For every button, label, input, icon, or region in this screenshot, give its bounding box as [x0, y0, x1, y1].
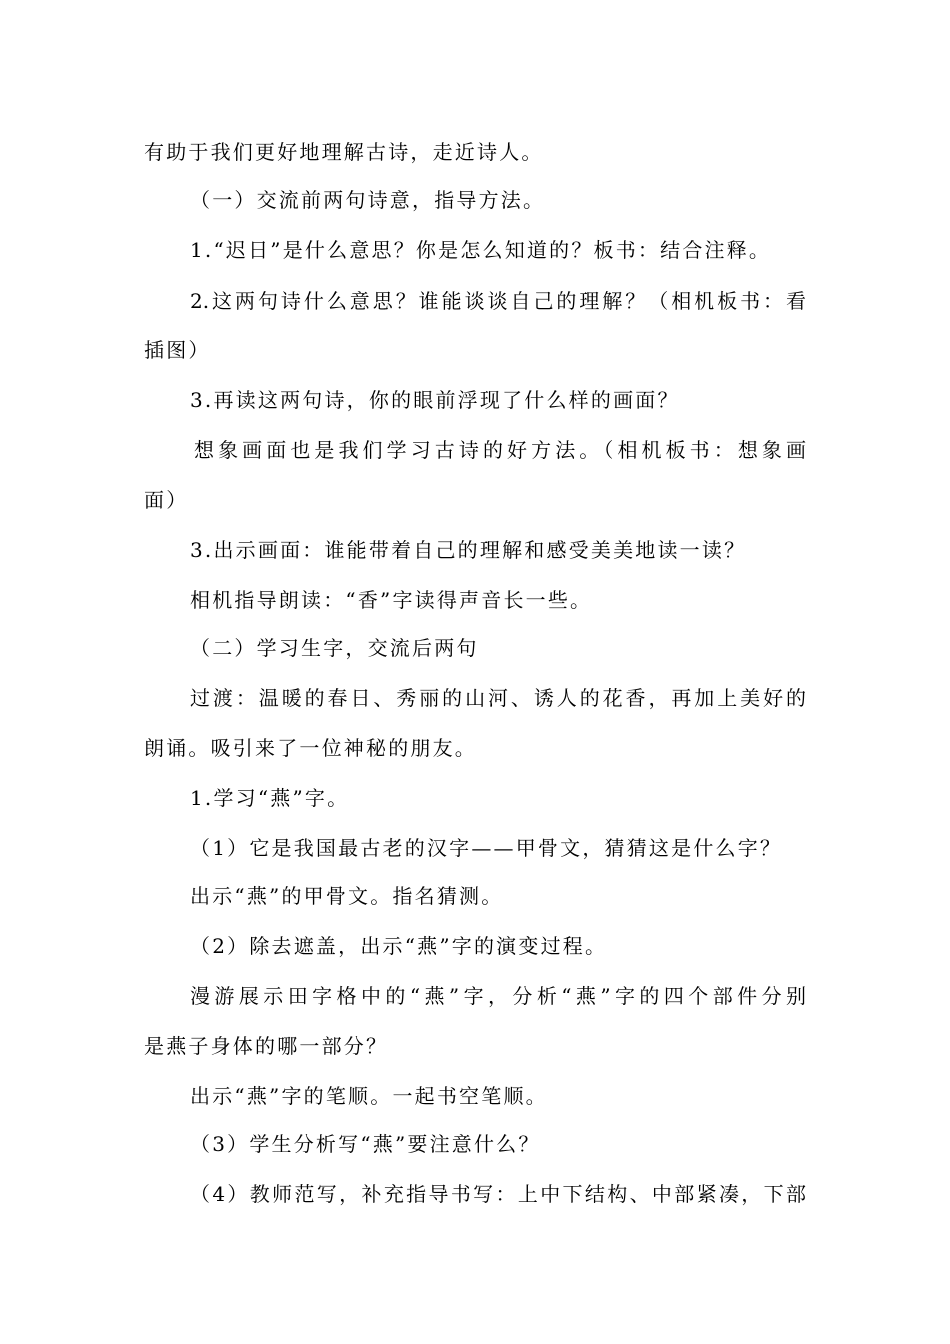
paragraph-continuation: 是燕子身体的哪一部分？ — [144, 1034, 389, 1058]
paragraph: 想象画面也是我们学习古诗的好方法。（相机板书：想象画 — [194, 438, 806, 462]
paragraph-continuation: 插图） — [144, 338, 211, 362]
paragraph-continuation: 面） — [144, 488, 189, 512]
paragraph: 出示“燕”的甲骨文。指名猜测。 — [190, 884, 504, 908]
paragraph: 漫游展示田字格中的“燕”字，分析“燕”字的四个部件分别 — [190, 984, 806, 1008]
paragraph: 相机指导朗读：“香”字读得声音长一些。 — [190, 588, 593, 612]
paragraph: 3.再读这两句诗，你的眼前浮现了什么样的画面？ — [190, 388, 680, 412]
paragraph-continuation: 有助于我们更好地理解古诗，走近诗人。 — [144, 140, 544, 164]
paragraph: 1.学习“燕”字。 — [190, 786, 350, 810]
paragraph: 出示“燕”字的笔顺。一起书空笔顺。 — [190, 1084, 548, 1108]
paragraph: 2.这两句诗什么意思？谁能谈谈自己的理解？（相机板书：看 — [190, 289, 806, 313]
paragraph: 3.出示画面：谁能带着自己的理解和感受美美地读一读？ — [190, 538, 747, 562]
paragraph: 1.“迟日”是什么意思？你是怎么知道的？板书：结合注释。 — [190, 238, 772, 262]
section-heading-1: （一）交流前两句诗意，指导方法。 — [190, 188, 546, 212]
paragraph: （1）它是我国最古老的汉字——甲骨文，猜猜这是什么字？ — [190, 836, 783, 860]
paragraph: 过渡：温暖的春日、秀丽的山河、诱人的花香，再加上美好的 — [190, 686, 806, 710]
paragraph: （2）除去遮盖，出示“燕”字的演变过程。 — [190, 934, 608, 958]
section-heading-2: （二）学习生字，交流后两句 — [190, 636, 479, 660]
paragraph: （3）学生分析写“燕”要注意什么？ — [190, 1132, 541, 1156]
paragraph: （4）教师范写，补充指导书写：上中下结构、中部紧凑，下部 — [190, 1182, 806, 1206]
paragraph-continuation: 朗诵。吸引来了一位神秘的朋友。 — [144, 736, 477, 760]
